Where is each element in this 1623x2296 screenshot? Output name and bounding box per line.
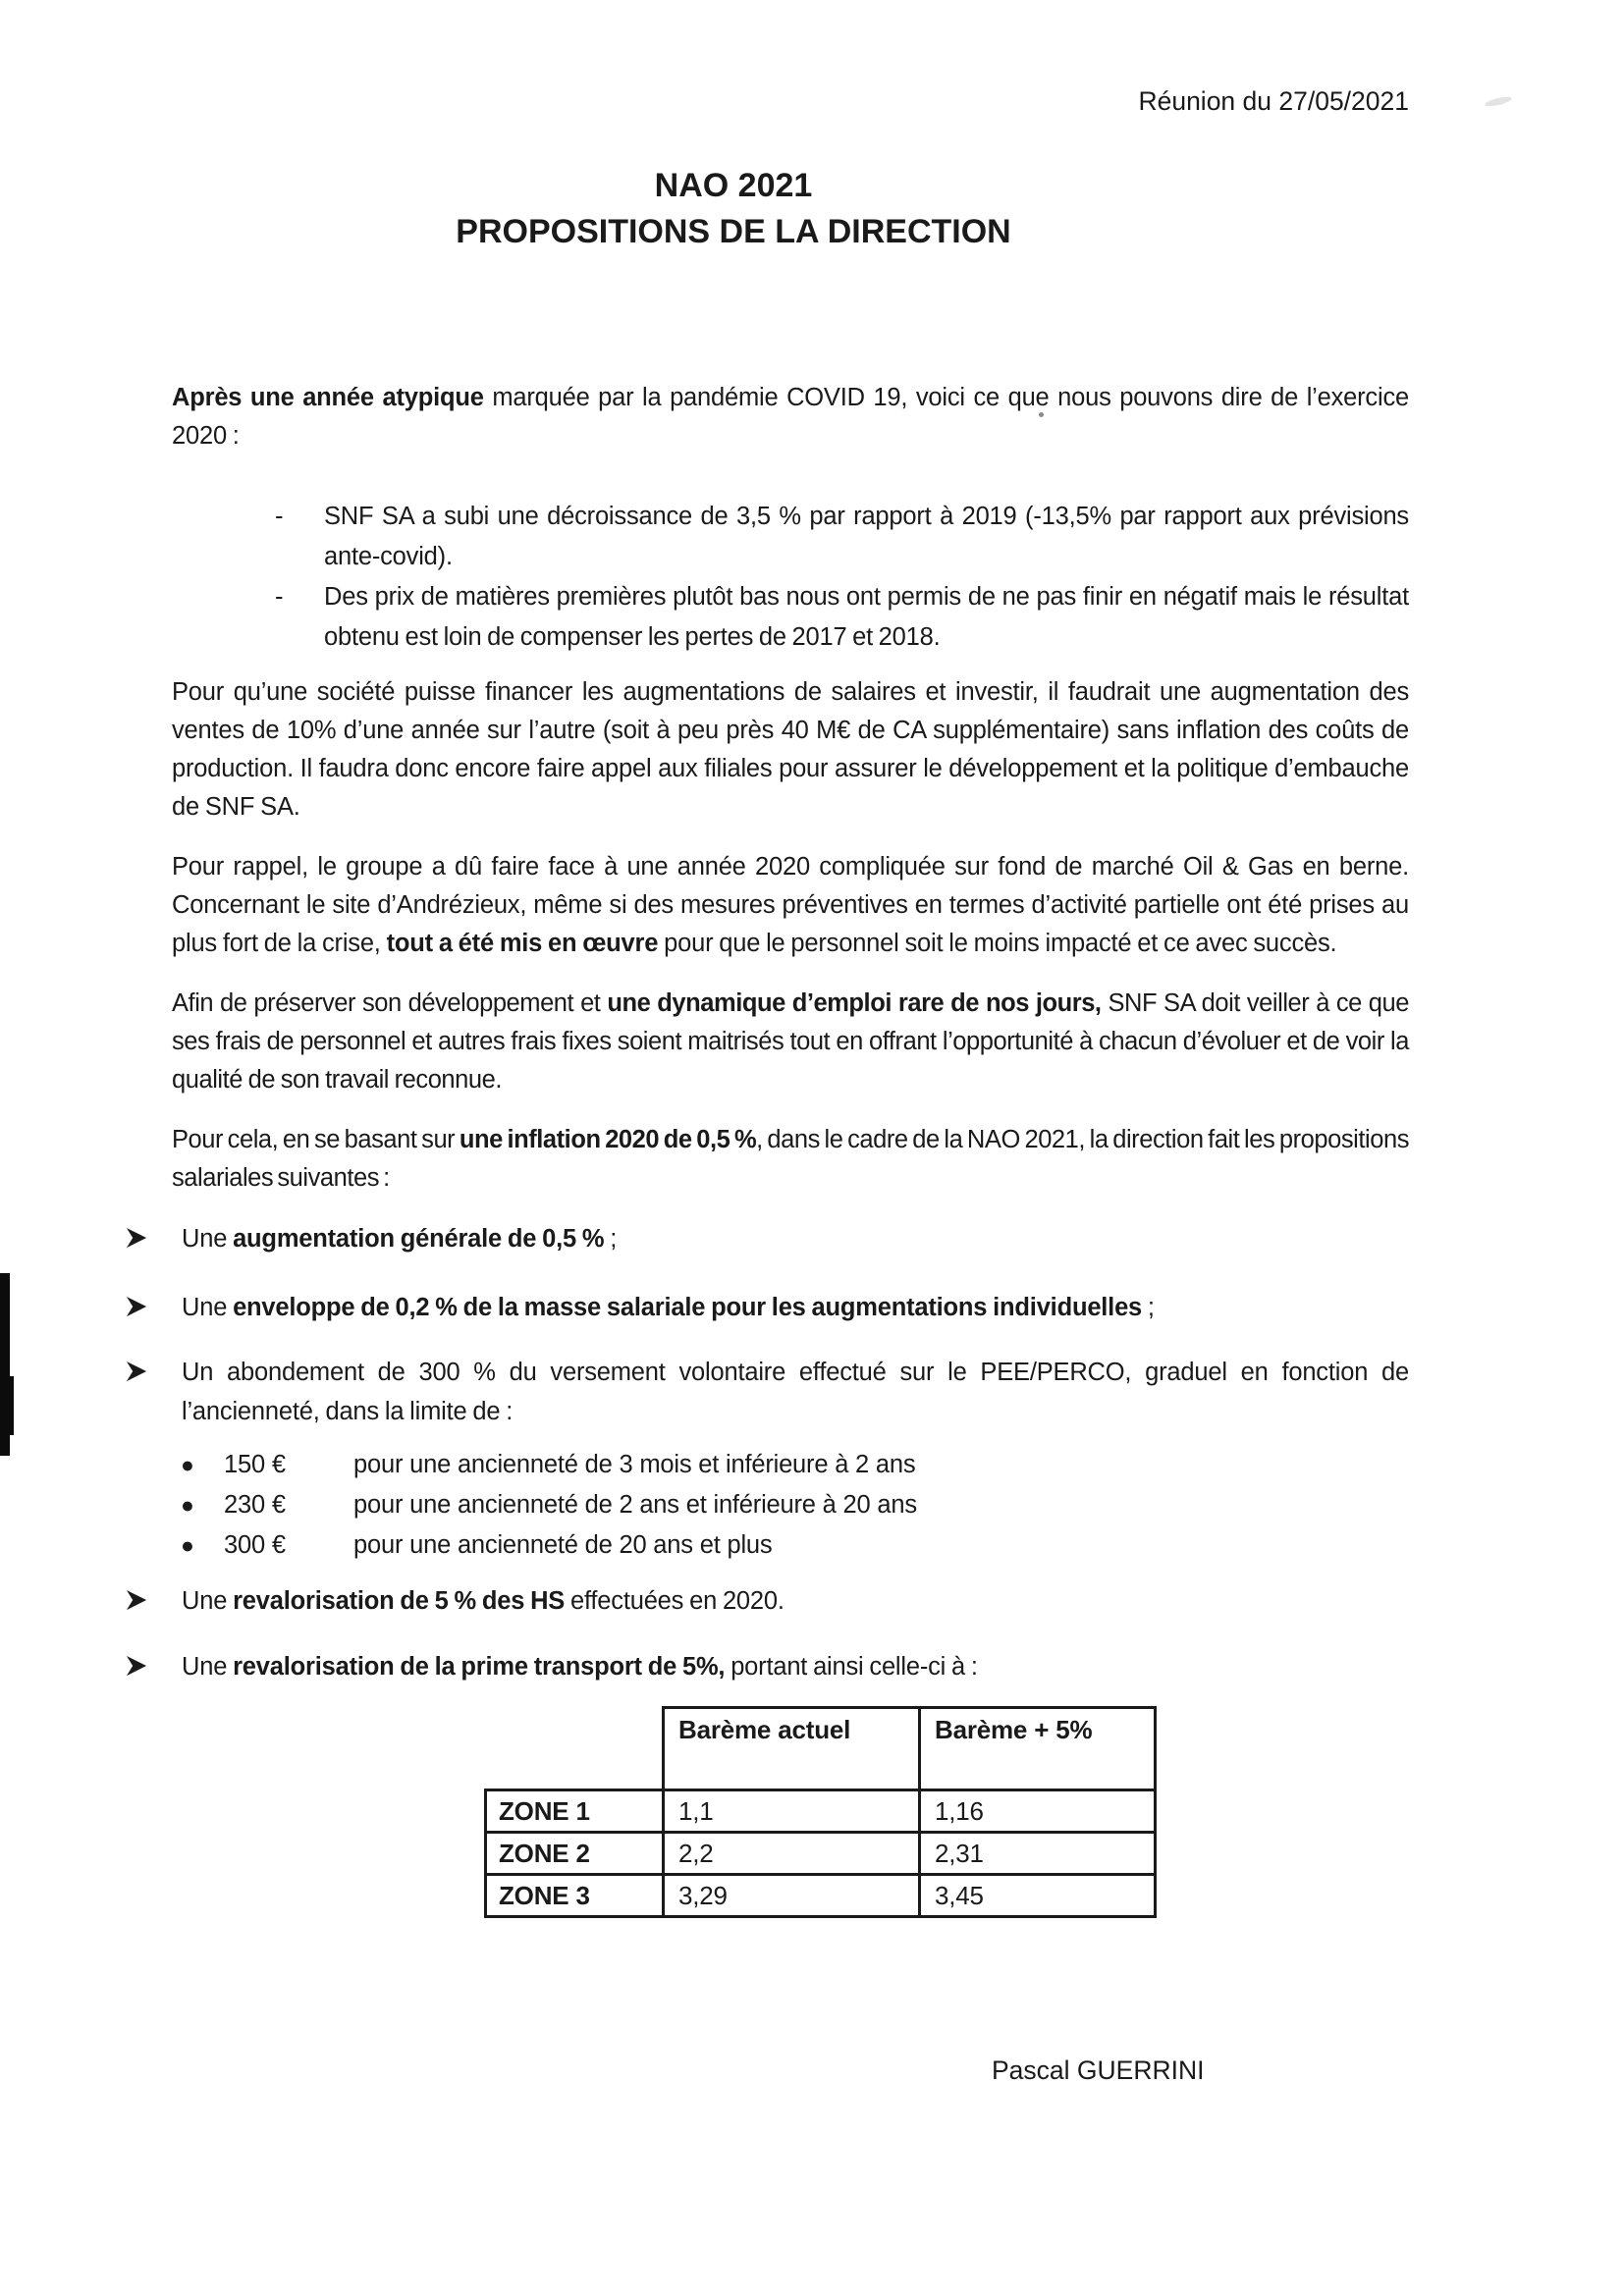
- paragraph-inflation: Pour cela, en se basant sur une inflation 2020 de 0,5 %, dans le cadre de la NAO 2021, la direction fait les propositions salariales suivantes :: [172, 1126, 1409, 1192]
- circle-bullet-icon: ●: [181, 1532, 194, 1558]
- table-row-zone1: [486, 1790, 1156, 1833]
- zone2-bareme-actuel: 2,2: [664, 1833, 920, 1875]
- arrow-bullet-icon: [126, 1288, 182, 1327]
- tier-item-300: [181, 1525, 1409, 1566]
- zone3-bareme-plus5: 3,45: [920, 1875, 1156, 1917]
- circle-bullet-icon: ●: [181, 1492, 194, 1518]
- proposal-enveloppe-individuelle: [172, 1288, 1409, 1327]
- document-content: [172, 0, 1409, 2086]
- dash-item-text: SNF SA a subi une décroissance de 3,5 % par rapport à 2019 (-13,5% par rapport aux prévisions ante-covid).: [324, 503, 1409, 570]
- scan-artifact-smudge: [1485, 95, 1513, 109]
- tier-description: pour une ancienneté de 3 mois et inférieure à 2 ans: [353, 1451, 916, 1478]
- dash-item-matieres-premieres: [275, 577, 1409, 658]
- proposal-text: Une augmentation générale de 0,5 % ;: [182, 1225, 618, 1253]
- zone-label: ZONE 1: [486, 1790, 664, 1833]
- arrow-bullet-icon: [126, 1353, 182, 1431]
- zone-label: ZONE 2: [486, 1833, 664, 1875]
- document-title: NAO 2021: [654, 167, 813, 204]
- document-subtitle: PROPOSITIONS DE LA DIRECTION: [456, 213, 1011, 250]
- dash-bullet-icon: -: [275, 503, 284, 530]
- tier-item-230: [181, 1485, 1409, 1525]
- zone2-bareme-plus5: 2,31: [920, 1833, 1156, 1875]
- signature-name: Pascal GUERRINI: [992, 2056, 1205, 2085]
- paragraph-developpement: Afin de préserver son développement et une dynamique d’emploi rare de nos jours, SNF SA doit veiller à ce que ses frais de personnel et autres frais fixes soient maitrisés tout en offrant l’opportunité à chacun d’évoluer et de voir la qualité de son travail reconnue.: [172, 989, 1409, 1094]
- scan-artifact-left-bar: [0, 1273, 10, 1456]
- dash-list: [275, 497, 1409, 658]
- tier-description: pour une ancienneté de 2 ans et inférieure à 20 ans: [353, 1491, 917, 1519]
- dash-item-decroissance: [275, 497, 1409, 577]
- arrow-bullet-icon: [126, 1581, 182, 1621]
- meeting-date: Réunion du 27/05/2021: [1138, 86, 1409, 116]
- paragraph-financement: Pour qu’une société puisse financer les augmentations de salaires et investir, il faudrait une augmentation des ventes de 10% d’une année sur l’autre (soit à peu près 40 M€ de CA supplémentaire) sans inflation des coûts de production. Il faudra donc encore faire appel aux filiales pour assurer le développement et la politique d’embauche de SNF SA.: [172, 678, 1409, 821]
- arrow-bullet-icon: [126, 1647, 182, 1686]
- table-corner-empty: [486, 1708, 664, 1790]
- table-row-zone3: [486, 1875, 1156, 1917]
- zone1-bareme-actuel: 1,1: [664, 1790, 920, 1833]
- proposal-prime-transport: [172, 1647, 1409, 1686]
- proposal-text: Un abondement de 300 % du versement volontaire effectué sur le PEE/PERCO, graduel en fonction de l’ancienneté, dans la limite de :: [182, 1359, 1409, 1425]
- paragraph-rappel: Pour rappel, le groupe a dû faire face à une année 2020 compliquée sur fond de marché Oil & Gas en berne. Concernant le site d’Andrézieux, même si des mesures préventives en termes d’activité partielle ont été prises au plus fort de la crise, tout a été mis en œuvre pour que le personnel soit le moins impacté et ce avec succès.: [172, 853, 1409, 957]
- tier-amount: 300 €: [224, 1531, 286, 1559]
- zone1-bareme-plus5: 1,16: [920, 1790, 1156, 1833]
- proposal-augmentation-generale: [172, 1219, 1409, 1258]
- table-header-row: [486, 1708, 1156, 1790]
- proposal-text: Une revalorisation de 5 % des HS effectuées en 2020.: [182, 1587, 784, 1615]
- paragraph-intro: Après une année atypique marquée par la pandémie COVID 19, voici ce que nous pouvons dire de l’exercice 2020 :: [172, 384, 1409, 450]
- proposal-text: Une enveloppe de 0,2 % de la masse salariale pour les augmentations individuelles ;: [182, 1294, 1155, 1321]
- zone3-bareme-actuel: 3,29: [664, 1875, 920, 1917]
- document-title-block: [115, 163, 1352, 255]
- dash-item-text: Des prix de matières premières plutôt bas nous ont permis de ne pas finir en négatif mais le résultat obtenu est loin de compenser les pertes de 2017 et 2018.: [324, 583, 1409, 651]
- prime-transport-table: [484, 1706, 1157, 1918]
- zone-label: ZONE 3: [486, 1875, 664, 1917]
- col-header-bareme-plus5: Barème + 5%: [920, 1708, 1156, 1790]
- tier-item-150: [181, 1445, 1409, 1485]
- tier-description: pour une ancienneté de 20 ans et plus: [353, 1531, 773, 1559]
- circle-bullet-icon: ●: [181, 1452, 194, 1477]
- tier-amount: 150 €: [224, 1451, 286, 1478]
- proposal-text: Une revalorisation de la prime transport de 5%, portant ainsi celle-ci à :: [182, 1653, 978, 1681]
- proposal-abondement-pee-perco: [172, 1353, 1409, 1431]
- table-row-zone2: [486, 1833, 1156, 1875]
- abondement-tier-list: [181, 1445, 1409, 1566]
- col-header-bareme-actuel: Barème actuel: [664, 1708, 920, 1790]
- dash-bullet-icon: -: [275, 583, 284, 611]
- tier-amount: 230 €: [224, 1491, 286, 1519]
- proposal-revalorisation-hs: [172, 1581, 1409, 1621]
- arrow-bullet-icon: [126, 1219, 182, 1258]
